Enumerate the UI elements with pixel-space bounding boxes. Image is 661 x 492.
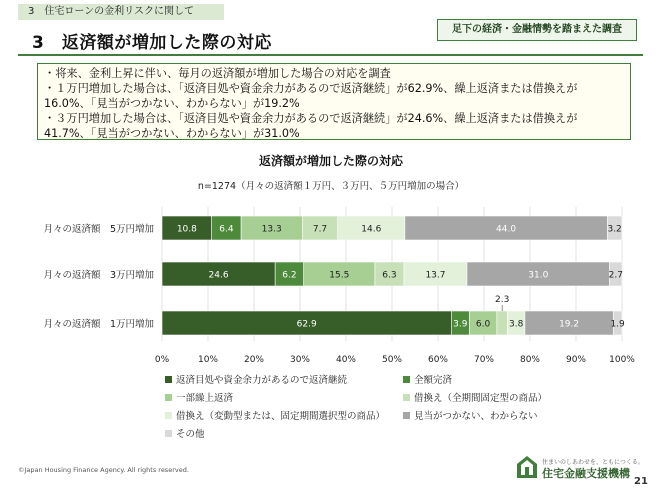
data-label: 13.7: [425, 270, 446, 281]
data-label: 6.4: [219, 224, 234, 235]
data-label: 2.3: [495, 295, 510, 305]
data-label: 24.6: [208, 270, 229, 281]
x-tick-label: 0%: [154, 355, 170, 365]
data-label: 13.3: [261, 224, 282, 235]
chart-subtitle: n=1274（月々の返済額１万円、３万円、５万円増加の場合）: [197, 181, 465, 192]
legend-swatch: [165, 394, 172, 401]
section-label: 3 住宅ローンの金利リスクに関して: [18, 4, 224, 20]
data-label: 6.0: [475, 319, 491, 330]
data-label: 44.0: [496, 224, 517, 235]
house-logo-icon: [516, 455, 538, 479]
data-label: 7.7: [312, 224, 328, 235]
legend-label: 借換え（全期間固定型の商品）: [414, 393, 548, 404]
category-label: 月々の返済額 1万円増加: [43, 319, 154, 330]
legend-swatch: [165, 430, 172, 437]
x-tick-label: 80%: [519, 355, 541, 365]
category-label: 月々の返済額 3万円増加: [43, 270, 154, 281]
data-label: 62.9: [296, 319, 317, 330]
x-tick-label: 100%: [609, 355, 635, 365]
x-tick-label: 50%: [381, 355, 403, 365]
data-label: 6.3: [382, 270, 397, 281]
x-tick-label: 60%: [427, 355, 449, 365]
legend-label: その他: [176, 429, 205, 440]
summary-line: ・１万円増加した場合は、「返済目処や資金余力があるので返済継続」が62.9%、繰上返済または借換えが16.0%、「見当がつかない、わからない」が19.2%: [44, 82, 578, 110]
data-label: 31.0: [528, 270, 549, 281]
data-label: 3.2: [607, 224, 622, 235]
data-label: 1.9: [610, 319, 625, 330]
legend-swatch: [165, 376, 172, 383]
legend-label: 返済目処や資金余力があるので返済継続: [176, 375, 348, 386]
summary-line: ・将来、金利上昇に伴い、毎月の返済額が増加した場合の対応を調査: [44, 67, 391, 80]
legend-label: 借換え（変動型または、固定期間選択型の商品）: [176, 411, 386, 422]
chart-title: 返済額が増加した際の対応: [258, 154, 404, 168]
legend-swatch: [403, 394, 410, 401]
data-label: 2.7: [608, 270, 623, 281]
legend-label: 全額完済: [414, 375, 453, 386]
x-tick-label: 90%: [565, 355, 587, 365]
legend-swatch: [403, 412, 410, 419]
data-label: 10.8: [176, 224, 197, 235]
data-label: 3.8: [509, 319, 524, 330]
data-label: 6.2: [282, 270, 297, 281]
survey-badge: 足下の経済・金融情勢を踏まえた調査: [437, 19, 637, 41]
x-tick-label: 30%: [289, 355, 311, 365]
summary-line: ・３万円増加した場合は、「返済目処や資金余力があるので返済継続」が24.6%、繰上返済または借換えが41.7%、「見当がつかない、わからない」が31.0%: [44, 112, 578, 140]
logo-tagline: 住まいのしあわせを、ともにつくる。: [542, 459, 644, 466]
legend-swatch: [403, 376, 410, 383]
logo-name: 住宅金融支援機構: [542, 467, 630, 480]
x-tick-label: 70%: [473, 355, 495, 365]
x-tick-label: 10%: [197, 355, 219, 365]
data-label: 19.2: [559, 319, 580, 330]
legend-label: 見当がつかない、わからない: [414, 411, 538, 422]
legend-label: 一部繰上返済: [176, 393, 234, 404]
agency-logo: [516, 455, 646, 485]
data-label: 3.9: [453, 319, 468, 330]
category-label: 月々の返済額 5万円増加: [43, 224, 154, 235]
page-number: 21: [634, 476, 648, 487]
x-tick-label: 40%: [335, 355, 357, 365]
legend-swatch: [165, 412, 172, 419]
x-tick-label: 20%: [243, 355, 265, 365]
page-title: 3 返済額が増加した際の対応: [32, 33, 272, 53]
bar-segment: [497, 311, 508, 335]
data-label: 15.5: [329, 270, 350, 281]
copyright: ©Japan Housing Finance Agency. All rights reserved.: [18, 466, 189, 474]
data-label: 14.6: [361, 224, 382, 235]
